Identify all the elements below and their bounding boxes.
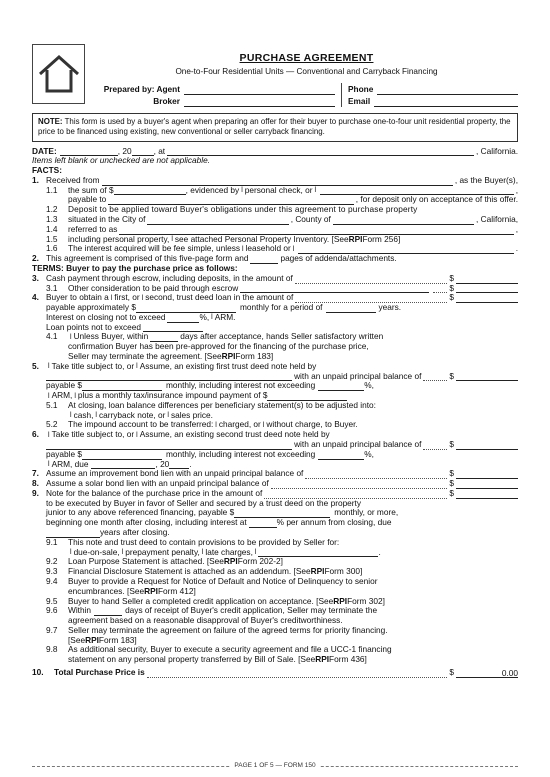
other-consideration-label: Other consideration to be paid through escrow <box>68 282 239 293</box>
item-number: 1.5 <box>46 233 58 244</box>
years-label: years. <box>378 302 402 313</box>
item-number: 9. <box>32 487 39 498</box>
section-9-8-cont <box>32 655 518 665</box>
rpi-label: RPI <box>315 654 330 665</box>
evidenced-label: , evidenced by <box>185 184 240 195</box>
year-prefix: , 20 <box>155 458 170 469</box>
california-label: , California, <box>476 214 519 225</box>
payable-label: payable $ <box>46 448 82 459</box>
property-county-field[interactable] <box>333 217 474 225</box>
as-buyer-label: , as the Buyer(s), <box>454 174 518 185</box>
item-number: 4. <box>32 292 39 303</box>
city-of-label: situated in the City of <box>68 214 146 225</box>
checkbox[interactable]: l <box>70 412 72 420</box>
prepayment-label: prepayment penalty, <box>125 546 200 557</box>
checkbox[interactable]: l <box>95 412 97 420</box>
house-icon <box>37 54 81 94</box>
county-of-label: , County of <box>290 214 331 225</box>
priority-financing-label: Seller may terminate the agreement on failure of the agreed terms for priority financing. <box>68 624 388 635</box>
prepared-by-label: Prepared by: Agent <box>103 84 180 95</box>
form-ref: Form 183] <box>235 350 274 361</box>
deposit-amount-field[interactable] <box>114 187 186 195</box>
total-price-value[interactable]: 0.00 <box>456 669 518 678</box>
city-field[interactable] <box>167 148 474 156</box>
item-number: 9.4 <box>46 575 58 586</box>
security-agreement-label: As additional security, Buyer to execute a security agreement and file a UCC-1 financing <box>68 644 392 655</box>
checkbox[interactable]: l <box>262 421 265 429</box>
item-number: 7. <box>32 468 39 479</box>
percent-label: %, <box>364 448 374 459</box>
date-label: DATE: <box>32 145 57 156</box>
monthly-label: monthly, or more, <box>334 507 399 518</box>
interest-rate-field[interactable] <box>167 315 199 323</box>
arm-label: ARM, <box>51 390 73 401</box>
item-number: 9.2 <box>46 556 58 567</box>
received-from-label: Received from <box>46 174 100 185</box>
deposit-applied-text: Deposit to be applied toward Buyer's obligations under this agreement to purchase property <box>68 204 418 215</box>
interest-exceeding-label: monthly, including interest not exceeding <box>165 380 316 391</box>
item-number: 4.1 <box>46 331 58 342</box>
request-notice-label: Buyer to provide a Request for Notice of Default and Notice of Delinquency to senior <box>68 575 378 586</box>
checkbox[interactable]: l <box>70 549 72 557</box>
footer-text: PAGE 1 OF 5 — FORM 150 <box>230 762 319 769</box>
checkbox[interactable]: l <box>136 363 138 371</box>
fee-simple-label: The interest acquired will be fee simple, unless <box>68 243 241 254</box>
second-rate-field[interactable] <box>318 452 364 460</box>
section-9-b: to be executed by Buyer in favor of Seller and secured by a trust deed on the property <box>46 497 362 508</box>
referred-as-label: referred to as <box>68 223 118 234</box>
years-after-label: years after closing. <box>100 527 170 538</box>
item-number: 1.6 <box>46 243 58 254</box>
item-number: 3. <box>32 272 39 283</box>
item-number: 10. <box>32 666 44 677</box>
checkbox[interactable]: l <box>121 549 124 557</box>
form-ref: Form 183] <box>98 634 137 645</box>
sum-label: the sum of $ <box>68 184 114 195</box>
form-subtitle: One-to-Four Residential Units — Conventional and Carryback Financing <box>175 67 438 77</box>
period: . <box>189 458 192 469</box>
solar-bond-amount[interactable] <box>456 480 518 489</box>
facts-heading: FACTS: <box>32 165 62 176</box>
item-number: 9.7 <box>46 624 58 635</box>
note-rate-field[interactable] <box>249 520 277 528</box>
payable-label: payable $ <box>46 380 82 391</box>
years-field[interactable] <box>326 305 376 313</box>
arm-due-label: ARM, due <box>51 458 89 469</box>
california-label: , California. <box>476 145 518 156</box>
carryback-note-amount[interactable] <box>456 490 518 499</box>
interest-label: Interest on closing not to exceed <box>46 311 166 322</box>
solar-bond-label: Assume a solar bond lien with an unpaid principal balance of <box>46 478 269 489</box>
section-1-1: 1.1 the sum of $ , evidenced by l personal check, or l , <box>32 186 518 196</box>
dollar-sign: $ <box>449 370 454 381</box>
section-9-6-cont: agreement based on a reasonable disapproval of Buyer's creditworthiness. <box>68 615 343 626</box>
item-number: 9.5 <box>46 595 58 606</box>
other-consideration-amount[interactable] <box>456 284 518 293</box>
broker-label: Broker <box>153 96 180 107</box>
form-ref: Form 256] <box>362 233 401 244</box>
impound-transfer-label: The impound account to be transferred: <box>68 419 214 430</box>
due-on-sale-label: due-on-sale, <box>73 546 120 557</box>
first-balance-amount[interactable] <box>456 372 518 381</box>
cash-amount-field[interactable] <box>456 275 518 284</box>
terminate-label: Seller may terminate the agreement. [See <box>68 350 222 361</box>
credit-application-label: Buyer to hand Seller a completed credit application on acceptance. [See <box>68 595 334 606</box>
arm-label: ARM. <box>214 311 236 322</box>
note-label: NOTE: <box>38 117 63 127</box>
checkbox[interactable]: l <box>48 461 50 469</box>
form-header <box>32 44 518 107</box>
days-after-label: days after acceptance, hands Seller satisfactory written <box>180 331 384 342</box>
interest-exceeding-label: monthly, including interest not exceeding <box>165 448 316 459</box>
provisions-label: This note and trust deed to contain provisions to be provided by Seller for: <box>68 536 340 547</box>
item-number: 8. <box>32 478 39 489</box>
year-prefix: , 20 <box>117 145 132 156</box>
encumbrances-label: encumbrances. [See <box>68 585 145 596</box>
broker-field[interactable] <box>184 97 335 107</box>
form-title: PURCHASE AGREEMENT <box>239 52 374 64</box>
email-label: Email <box>348 96 371 107</box>
bill-of-sale-label: statement on any personal property transferred by Bill of Sale. [See <box>68 654 316 665</box>
item-number: 9.8 <box>46 644 58 655</box>
dollar-sign: $ <box>449 666 454 677</box>
item-number: 1.1 <box>46 184 58 195</box>
assume-first-label: Assume, an existing first trust deed note held by <box>139 360 317 371</box>
second-payment-field[interactable] <box>82 452 162 460</box>
rpi-label: RPI <box>221 350 236 361</box>
rpi-label: RPI <box>348 233 363 244</box>
form-ref: Form 436] <box>329 654 367 665</box>
item-number: 9.6 <box>46 605 58 616</box>
item-number: 1.3 <box>46 214 58 225</box>
form-ref: Form 202-2] <box>237 556 283 567</box>
note-payable-label: junior to any above referenced financing, payable $ <box>46 507 235 518</box>
second-balance-amount[interactable] <box>456 441 518 450</box>
financial-disclosure-label: Financial Disclosure Statement is attached as an addendum. [See <box>68 566 311 577</box>
inventory-label: see attached Personal Property Inventory. [See <box>174 233 349 244</box>
rpi-label: RPI <box>144 585 158 596</box>
leasehold-label: leasehold or <box>245 243 291 254</box>
personal-check-label: personal check, or <box>244 184 313 195</box>
checkbox[interactable]: l <box>136 431 138 439</box>
terms-heading: TERMS: Buyer to pay the purchase price as follows: <box>32 262 238 273</box>
agreement-comprised-label: This agreement is comprised of this five-page form and <box>46 253 249 264</box>
blank-note: Items left blank or unchecked are not applicable. <box>32 155 211 166</box>
section-4-1-cont: confirmation Buyer has been pre-approved for the financing of the purchase price, <box>68 341 369 352</box>
subject-to-label: Take title subject to, or <box>51 360 135 371</box>
checkbox[interactable]: l <box>211 314 213 322</box>
email-field[interactable] <box>374 97 518 107</box>
percent-label: %, <box>364 380 374 391</box>
checkbox[interactable]: l <box>110 294 113 302</box>
item-number: 9.3 <box>46 566 58 577</box>
percent-label: %, <box>199 311 210 322</box>
see-label: [See <box>68 634 86 645</box>
second-label: second, trust deed loan in the amount of <box>145 292 294 303</box>
checkbox[interactable]: l <box>242 245 244 253</box>
loan-points-label: Loan points not to exceed <box>46 321 142 332</box>
item-number: 3.1 <box>46 282 58 293</box>
section-6-payment <box>32 450 518 460</box>
total-price-label: Total Purchase Price is <box>54 666 145 677</box>
page-footer <box>32 762 518 775</box>
addenda-label: pages of addenda/attachments. <box>280 253 397 264</box>
note-text: This form is used by a buyer's agent when preparing an offer for their buyer to purchase one-to-four unit residential property, the price to be financed using existing, new conventional or seller carryback financing. <box>38 117 511 137</box>
item-number: 1.4 <box>46 223 58 234</box>
checkbox[interactable]: l <box>201 549 204 557</box>
checkbox[interactable]: l <box>167 412 169 420</box>
unpaid-balance-label: with an unpaid principal balance of <box>294 439 422 450</box>
item-number: 2. <box>32 253 39 264</box>
checkbox[interactable]: l <box>171 236 173 244</box>
item-number: 1.2 <box>46 204 58 215</box>
checkbox[interactable]: l <box>48 392 50 400</box>
phone-label: Phone <box>348 84 374 95</box>
obtain-loan-label: Buyer to obtain a <box>46 292 109 303</box>
cash-payment-label: Cash payment through escrow, including deposits, in the amount of <box>46 272 293 283</box>
unpaid-balance-label: with an unpaid principal balance of <box>294 370 422 381</box>
checkbox[interactable]: l <box>141 294 144 302</box>
note-balance-label: Note for the balance of the purchase price in the amount of <box>46 487 263 498</box>
rpi-label: RPI <box>85 634 99 645</box>
section-9-1-options: l due-on-sale, l prepayment penalty, l late charges, l . <box>70 546 381 557</box>
new-loan-amount[interactable] <box>456 294 518 303</box>
deposit-only-label: , for deposit only on acceptance of this offer. <box>355 194 518 205</box>
rpi-label: RPI <box>223 556 238 567</box>
dollar-sign: $ <box>449 468 454 479</box>
form-ref: Form 300] <box>324 566 363 577</box>
payable-label: payable approximately $ <box>46 302 136 313</box>
note-box <box>32 113 518 142</box>
period-label: monthly for a period of <box>239 302 323 313</box>
late-charges-label: late charges, <box>205 546 253 557</box>
agent-info-box <box>95 83 518 107</box>
section-1-line: 1. Received from , as the Buyer(s), <box>32 174 518 185</box>
dollar-sign: $ <box>449 487 454 498</box>
checkbox[interactable]: l <box>48 363 50 371</box>
section-1-4: 1.4 referred to as , <box>32 225 518 235</box>
checkbox[interactable]: l <box>241 187 243 195</box>
dollar-sign: $ <box>449 292 454 303</box>
checkbox[interactable]: l <box>254 549 257 557</box>
improvement-bond-amount[interactable] <box>456 470 518 479</box>
rpi-label: RPI <box>333 595 348 606</box>
charged-label: charged, or <box>218 419 261 430</box>
section-5 <box>32 362 518 372</box>
dollar-sign: $ <box>449 272 454 283</box>
section-1-6: 1.6 The interest acquired will be fee simple, unless l leasehold or l . <box>32 244 518 254</box>
dollar-sign: $ <box>449 478 454 489</box>
payable-to-label: payable to <box>68 194 107 205</box>
item-number: 6. <box>32 429 39 440</box>
unless-buyer-label: Unless Buyer, within <box>73 331 149 342</box>
first-rate-field[interactable] <box>318 383 364 391</box>
checkbox[interactable]: l <box>292 245 295 253</box>
per-annum-label: % per annum from closing, due <box>276 517 392 528</box>
first-label: first, or <box>114 292 140 303</box>
property-city-field[interactable] <box>147 217 288 225</box>
checkbox[interactable]: l <box>215 421 217 429</box>
item-number: 5.2 <box>46 419 58 430</box>
assume-second-label: Assume, an existing second trust deed note held by <box>139 429 330 440</box>
rpi-label: RPI <box>310 566 325 577</box>
subject-to-label: Take title subject to, or <box>51 429 135 440</box>
checkbox[interactable]: l <box>74 392 76 400</box>
item-number: 5.1 <box>46 399 58 410</box>
improvement-bond-label: Assume an improvement bond lien with an unpaid principal balance of <box>46 468 304 479</box>
item-number: 9.1 <box>46 536 58 547</box>
checkbox[interactable]: l <box>48 431 50 439</box>
form-ref: Form 302] <box>347 595 385 606</box>
form-ref: Form 412] <box>157 585 196 596</box>
section-6 <box>32 430 518 440</box>
section-10 <box>32 668 518 678</box>
beginning-label: beginning one month after closing, including interest at <box>46 517 247 528</box>
checkbox[interactable]: l <box>314 187 317 195</box>
dollar-sign: $ <box>449 439 454 450</box>
credit-receipt-label: days of receipt of Buyer's credit application, Seller may terminate the <box>125 605 378 616</box>
phone-field[interactable] <box>377 85 518 95</box>
cash-label: cash, <box>73 409 94 420</box>
impound-label: plus a monthly tax/insurance impound payment of $ <box>77 390 268 401</box>
without-charge-label: without charge, to Buyer. <box>266 419 358 430</box>
at-label: , at <box>153 145 166 156</box>
house-logo <box>32 44 85 104</box>
agent-field[interactable] <box>184 85 335 95</box>
item-number: 5. <box>32 360 39 371</box>
within-label: Within <box>68 605 92 616</box>
balance-adjust-label: At closing, loan balance differences per beneficiary statement(s) to be adjusted into: <box>68 399 376 410</box>
sales-price-label: sales price. <box>170 409 213 420</box>
dollar-sign: $ <box>449 282 454 293</box>
addenda-pages-field[interactable] <box>250 256 278 264</box>
loan-purpose-label: Loan Purpose Statement is attached. [See <box>68 556 224 567</box>
checkbox[interactable]: l <box>70 333 72 341</box>
personal-property-label: including personal property, <box>68 233 170 244</box>
carryback-label: carryback note, or <box>98 409 166 420</box>
